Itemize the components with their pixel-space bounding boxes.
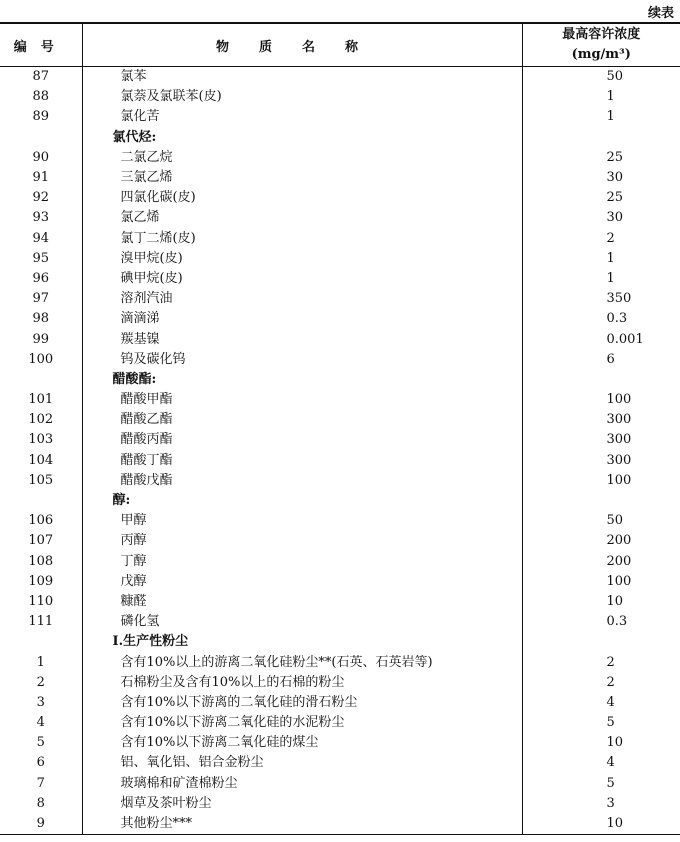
cell-max-concentration: 1	[606, 250, 615, 266]
table-row	[0, 269, 680, 289]
cell-max-concentration: 200	[606, 533, 632, 549]
cell-number	[0, 128, 82, 148]
cell-number: 111	[0, 612, 82, 632]
cell-number: 89	[0, 107, 82, 127]
cell-number: 101	[0, 390, 82, 410]
cell-max-concentration: 25	[606, 149, 624, 165]
cell-max-concentration	[522, 128, 680, 148]
table-row	[0, 572, 680, 592]
cell-number: 109	[0, 572, 82, 592]
cell-number: 93	[0, 208, 82, 228]
header-conc-unit: (mg/m³)	[571, 47, 631, 62]
cell-number: 103	[0, 430, 82, 450]
table-row	[0, 652, 680, 672]
cell-substance-name: 碘甲烷(皮)	[82, 269, 522, 289]
cell-max-concentration: 100	[606, 472, 632, 488]
cell-number: 99	[0, 329, 82, 349]
concentration-table	[0, 22, 680, 835]
table-row	[0, 794, 680, 814]
cell-substance-name: 含有10%以下游离二氧化硅的煤尘	[82, 733, 522, 753]
cell-max-concentration: 5	[606, 775, 615, 791]
cell-max-concentration: 6	[606, 351, 615, 367]
cell-max-concentration: 100	[606, 573, 632, 589]
table-row	[0, 471, 680, 491]
cell-substance-name: 钨及碳化钨	[82, 350, 522, 370]
cell-number: 107	[0, 531, 82, 551]
category-row	[0, 370, 680, 390]
cell-substance-name: 含有10%以下游离的二氧化硅的滑石粉尘	[82, 693, 522, 713]
table-row	[0, 208, 680, 228]
cell-substance-name: 三氯乙烯	[82, 168, 522, 188]
cell-substance-name: 醋酸丁酯	[82, 451, 522, 471]
cell-number: 1	[0, 652, 82, 672]
cell-substance-name: 二氯乙烷	[82, 148, 522, 168]
cell-number: 100	[0, 350, 82, 370]
table-row	[0, 390, 680, 410]
cell-substance-name: 四氯化碳(皮)	[82, 188, 522, 208]
header-number: 编号	[0, 23, 82, 67]
cell-number	[0, 632, 82, 652]
cell-substance-name: 戊醇	[82, 572, 522, 592]
cell-number	[0, 370, 82, 390]
table-row	[0, 693, 680, 713]
cell-number: 7	[0, 774, 82, 794]
table-row	[0, 814, 680, 835]
cell-substance-name: 醋酸酯:	[82, 370, 522, 390]
cell-number: 87	[0, 67, 82, 88]
cell-substance-name: 糠醛	[82, 592, 522, 612]
table-body	[0, 67, 680, 835]
table-row	[0, 87, 680, 107]
table-row	[0, 511, 680, 531]
cell-max-concentration: 50	[606, 69, 624, 85]
table-row	[0, 249, 680, 269]
header-conc-title: 最高容许浓度	[562, 27, 641, 42]
table-row	[0, 774, 680, 794]
cell-substance-name: 石棉粉尘及含有10%以上的石棉的粉尘	[82, 673, 522, 693]
table-row	[0, 410, 680, 430]
cell-substance-name: 醋酸丙酯	[82, 430, 522, 450]
cell-max-concentration: 300	[606, 412, 632, 428]
cell-number: 106	[0, 511, 82, 531]
cell-max-concentration: 100	[606, 392, 632, 408]
cell-substance-name: 铝、氧化铝、铝合金粉尘	[82, 753, 522, 773]
cell-substance-name: 丙醇	[82, 531, 522, 551]
cell-max-concentration: 25	[606, 190, 624, 206]
cell-substance-name: 氯代烃:	[82, 128, 522, 148]
cell-max-concentration: 2	[606, 654, 615, 670]
cell-substance-name: 含有10%以上的游离二氧化硅粉尘**(石英、石英岩等)	[82, 652, 522, 672]
cell-substance-name: 甲醇	[82, 511, 522, 531]
cell-substance-name: 其他粉尘***	[82, 814, 522, 835]
cell-number: 5	[0, 733, 82, 753]
category-row	[0, 491, 680, 511]
cell-number: 3	[0, 693, 82, 713]
cell-substance-name: 玻璃棉和矿渣棉粉尘	[82, 774, 522, 794]
table-row	[0, 733, 680, 753]
cell-substance-name: 氯萘及氯联苯(皮)	[82, 87, 522, 107]
cell-substance-name: 氯乙烯	[82, 208, 522, 228]
cell-number: 98	[0, 309, 82, 329]
table-row	[0, 612, 680, 632]
cell-number: 95	[0, 249, 82, 269]
cell-max-concentration	[522, 632, 680, 652]
cell-number: 6	[0, 753, 82, 773]
cell-max-concentration: 0.3	[606, 311, 628, 327]
cell-substance-name: 醋酸戊酯	[82, 471, 522, 491]
cell-max-concentration: 3	[606, 795, 615, 811]
cell-substance-name: 滴滴涕	[82, 309, 522, 329]
cell-substance-name: 溶剂汽油	[82, 289, 522, 309]
cell-number: 104	[0, 451, 82, 471]
cell-max-concentration: 0.3	[606, 614, 628, 630]
cell-number: 4	[0, 713, 82, 733]
cell-max-concentration: 0.001	[606, 331, 644, 347]
table-row	[0, 592, 680, 612]
table-row	[0, 148, 680, 168]
table-row	[0, 309, 680, 329]
table-row	[0, 67, 680, 88]
cell-max-concentration: 1	[606, 109, 615, 125]
cell-number: 91	[0, 168, 82, 188]
cell-number: 90	[0, 148, 82, 168]
cell-number	[0, 491, 82, 511]
cell-number: 2	[0, 673, 82, 693]
cell-number: 97	[0, 289, 82, 309]
cell-max-concentration	[522, 370, 680, 390]
table-row	[0, 289, 680, 309]
cell-substance-name: 醇:	[82, 491, 522, 511]
table-row	[0, 451, 680, 471]
table-row	[0, 753, 680, 773]
cell-substance-name: 氯化苦	[82, 107, 522, 127]
cell-substance-name: 醋酸乙酯	[82, 410, 522, 430]
cell-number: 8	[0, 794, 82, 814]
cell-number: 88	[0, 87, 82, 107]
cell-max-concentration: 10	[606, 593, 624, 609]
table-row	[0, 430, 680, 450]
cell-substance-name: 溴甲烷(皮)	[82, 249, 522, 269]
cell-substance-name: 丁醇	[82, 552, 522, 572]
header-substance-name: 物质名称	[82, 23, 522, 67]
table-row	[0, 673, 680, 693]
cell-max-concentration: 10	[522, 814, 680, 835]
table-row	[0, 107, 680, 127]
cell-substance-name: 氯苯	[82, 67, 522, 88]
cell-substance-name: Ⅰ.生产性粉尘	[82, 632, 522, 652]
table-header-row	[0, 23, 680, 67]
cell-substance-name: 醋酸甲酯	[82, 390, 522, 410]
cell-number: 96	[0, 269, 82, 289]
table-row	[0, 329, 680, 349]
table-row	[0, 713, 680, 733]
cell-number: 9	[0, 814, 82, 835]
table-row	[0, 531, 680, 551]
table-row	[0, 168, 680, 188]
cell-max-concentration: 4	[606, 755, 615, 771]
cell-max-concentration: 300	[606, 432, 632, 448]
table-row	[0, 188, 680, 208]
cell-substance-name: 氯丁二烯(皮)	[82, 229, 522, 249]
cell-number: 94	[0, 229, 82, 249]
category-row	[0, 632, 680, 652]
cell-max-concentration: 4	[606, 694, 615, 710]
cell-max-concentration: 200	[606, 553, 632, 569]
cell-max-concentration: 50	[606, 513, 624, 529]
cell-number: 105	[0, 471, 82, 491]
cell-number: 108	[0, 552, 82, 572]
cell-substance-name: 含有10%以下游离二氧化硅的水泥粉尘	[82, 713, 522, 733]
cell-max-concentration: 1	[606, 270, 615, 286]
cell-max-concentration: 2	[606, 674, 615, 690]
cell-max-concentration: 1	[606, 89, 615, 105]
cell-max-concentration	[522, 491, 680, 511]
cell-substance-name: 羰基镍	[82, 329, 522, 349]
continued-label: 续表	[647, 6, 674, 21]
cell-max-concentration: 2	[606, 230, 615, 246]
cell-substance-name: 磷化氢	[82, 612, 522, 632]
cell-max-concentration: 300	[606, 452, 632, 468]
cell-substance-name: 烟草及茶叶粉尘	[82, 794, 522, 814]
table-row	[0, 552, 680, 572]
cell-max-concentration: 30	[606, 170, 624, 186]
cell-max-concentration: 350	[606, 291, 632, 307]
category-row	[0, 128, 680, 148]
table-row	[0, 350, 680, 370]
header-max-concentration	[522, 23, 680, 67]
cell-max-concentration: 5	[606, 715, 615, 731]
cell-number: 110	[0, 592, 82, 612]
cell-number: 92	[0, 188, 82, 208]
cell-number: 102	[0, 410, 82, 430]
cell-max-concentration: 10	[606, 735, 624, 751]
cell-max-concentration: 30	[606, 210, 624, 226]
table-row	[0, 229, 680, 249]
